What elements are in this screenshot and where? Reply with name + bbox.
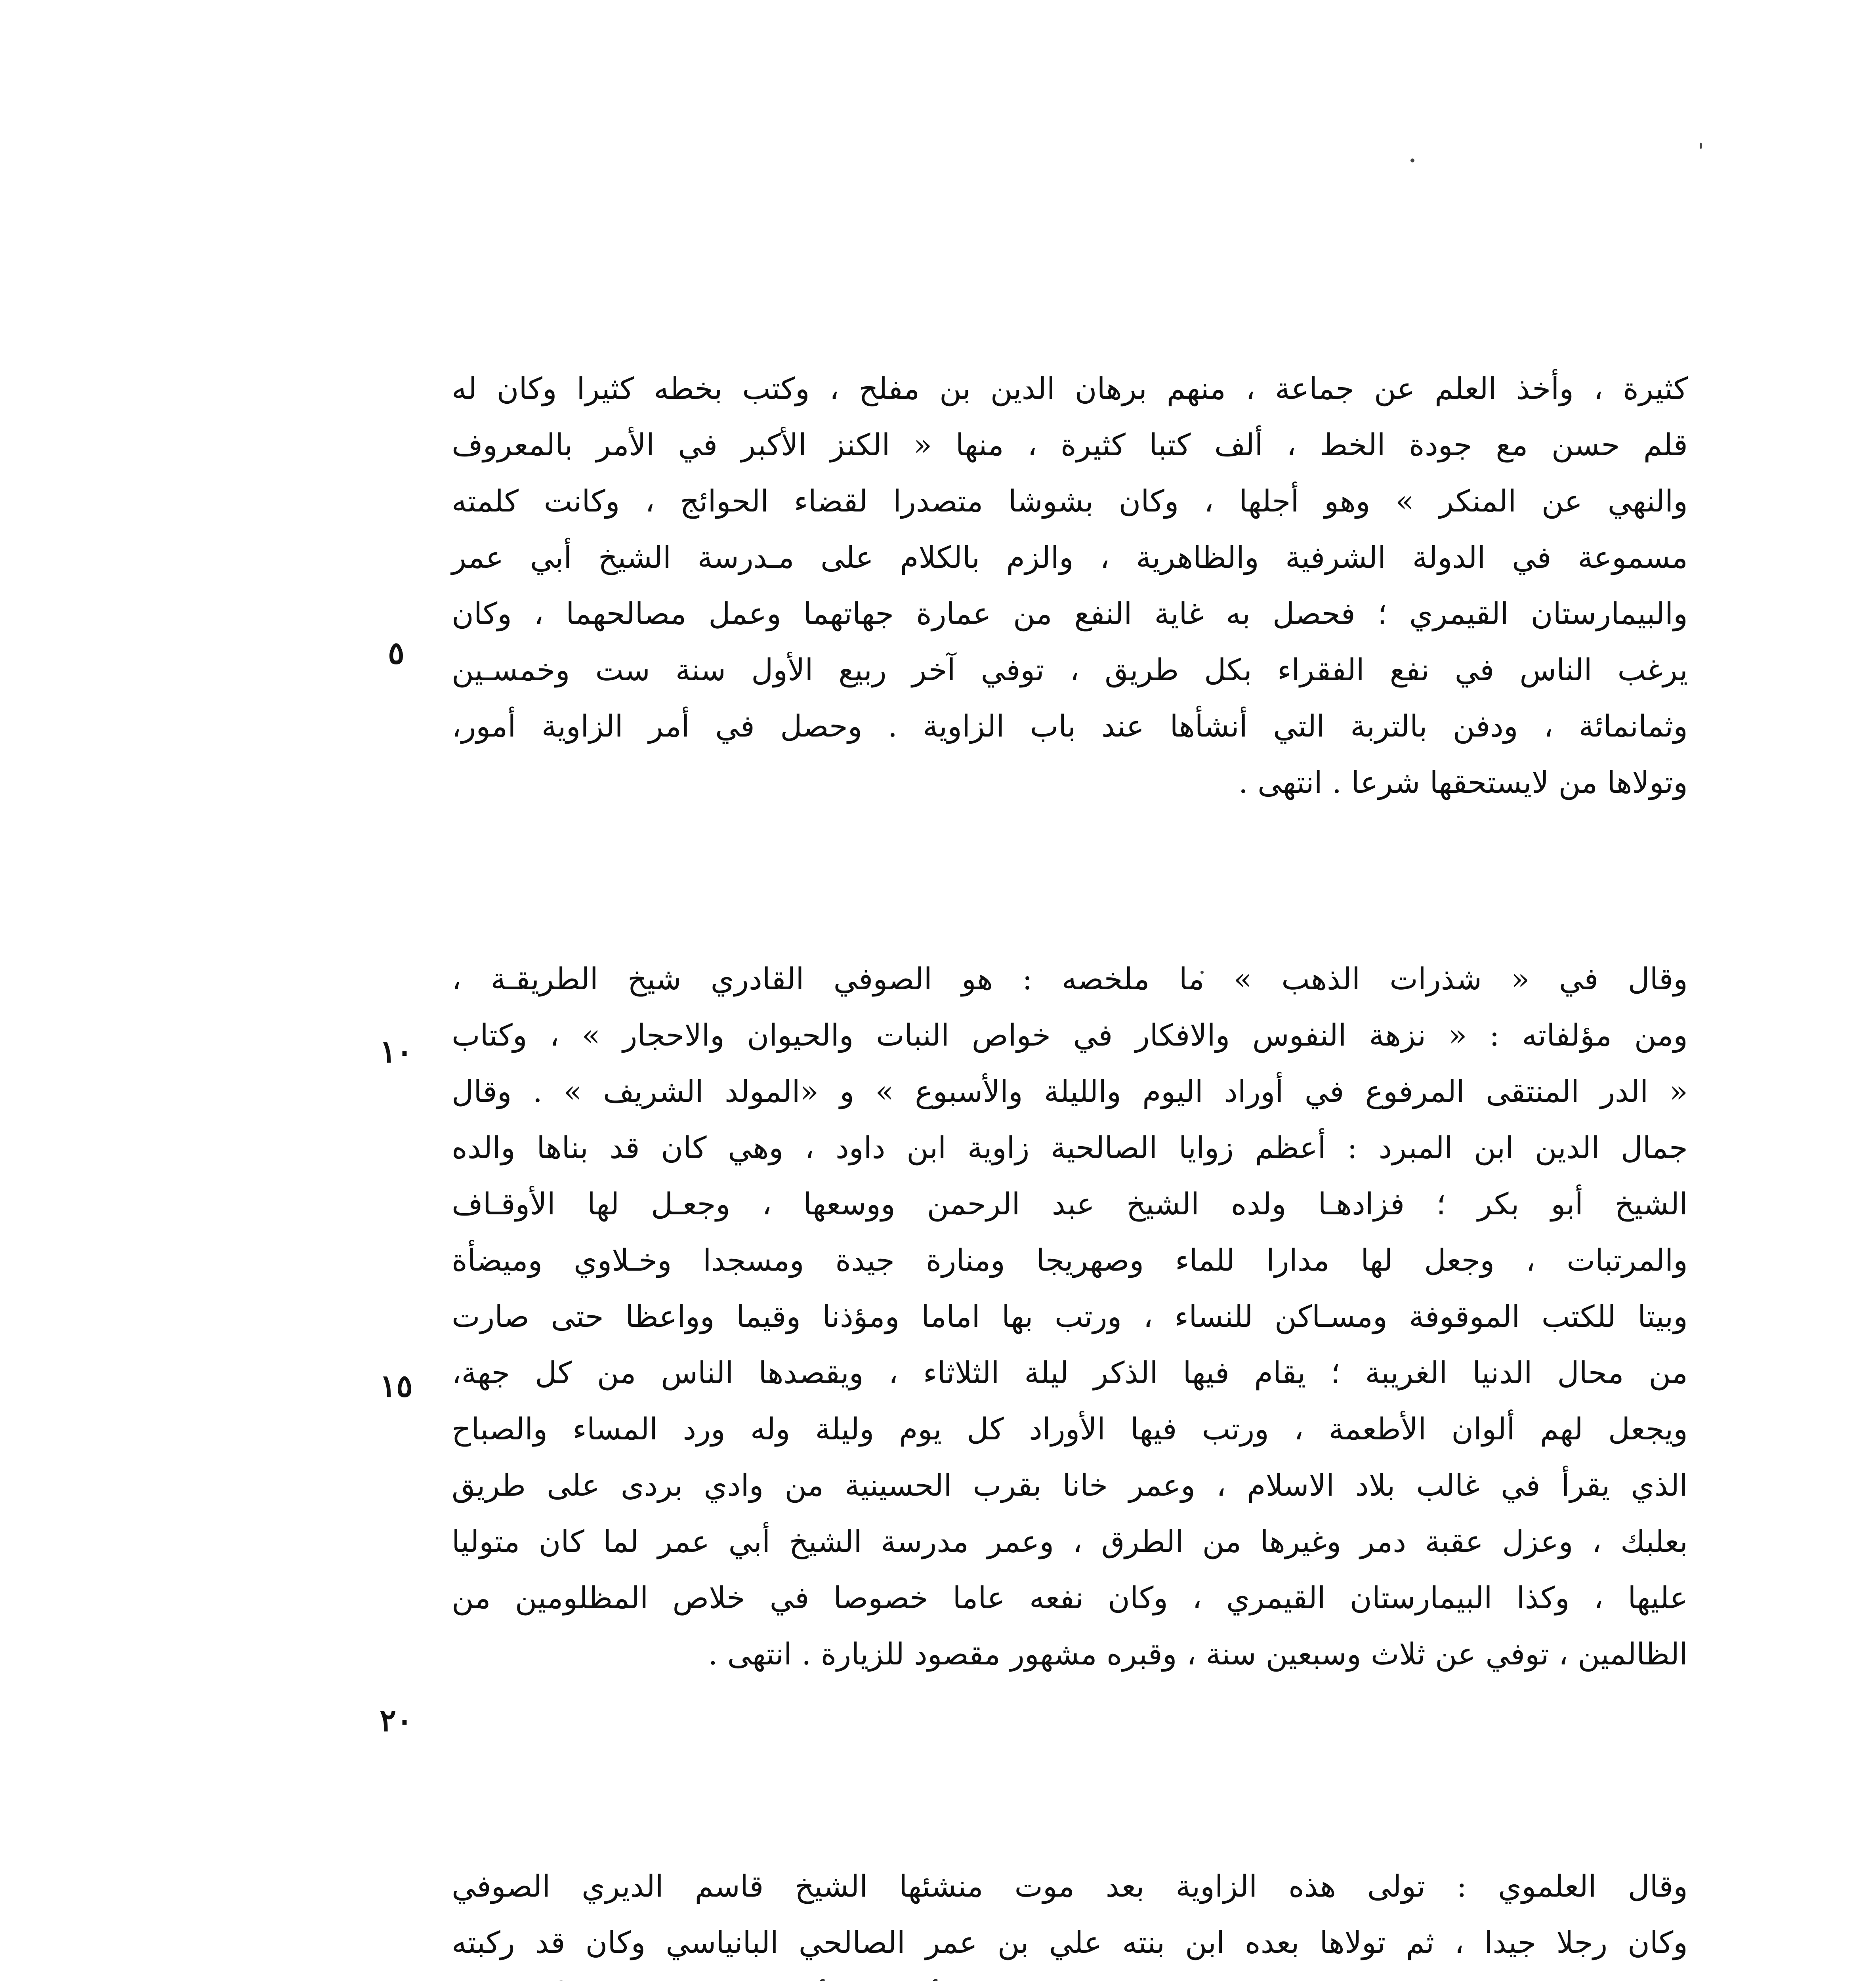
text-line: كثيرة ، وأخذ العلم عن جماعة ، منهم برهان الدين بن مفلح ، وكتب بخطه كثيرا وكان له	[452, 371, 1688, 406]
text-line: والنهي عن المنكر » وهو أجلها ، وكان بشوشا متصدرا لقضاء الحوائج ، وكانت كلمته	[452, 483, 1688, 519]
text-line: الظالمين ، توفي عن ثلاث وسبعين سنة ، وقبره مشهور مقصود للزيارة . انتهى .	[708, 1636, 1688, 1672]
line-number-marker: ٥	[388, 635, 405, 671]
text-line: « الدر المنتقى المرفوع في أوراد اليوم والليلة والأسبوع » و «المولد الشريف » . وقال	[452, 1074, 1688, 1109]
text-line: مسموعة في الدولة الشرفية والظاهرية ، والزم بالكلام على مـدرسة الشيخ أبي عمر	[452, 540, 1688, 575]
text-line: وقال في « شذرات الذهب » ما ملخصه : هو الصوفي القادري شيخ الطريقـة ،	[452, 961, 1688, 996]
text-line: وقال العلموي : تولى هذه الزاوية بعد موت منشئها الشيخ قاسم الديري الصوفي	[452, 1868, 1688, 1904]
text-line: ويجعل لهم ألوان الأطعمة ، ورتب فيها الأوراد كل يوم وليلة وله ورد المساء والصباح	[452, 1411, 1688, 1447]
text-line: الذي يقرأ في غالب بلاد الاسلام ، وعمر خانا بقرب الحسينية من وادي بردى على طريق	[452, 1468, 1688, 1503]
ink-speck	[1700, 143, 1702, 149]
ink-speck	[1410, 158, 1414, 162]
paragraph-2	[452, 951, 1688, 1682]
text-line	[452, 1971, 1688, 1981]
text-line: جمال الدين ابن المبرد : أعظم زوايا الصالحية زاوية ابن داود ، وهي كان قد بناها والده	[452, 1130, 1688, 1165]
text-line: من محال الدنيا الغريبة ؛ يقام فيها الذكر ليلة الثلاثاء ، ويقصدها الناس من كل جهة،	[452, 1355, 1688, 1390]
text-line: قلم حسن مع جودة الخط ، ألف كتبا كثيرة ، منها « الكنز الأكبر في الأمر بالمعروف	[452, 427, 1688, 462]
text-line: بعلبك ، وعزل عقبة دمر وغيرها من الطرق ، وعمر مدرسة الشيخ أبي عمر لما كان متوليا	[452, 1524, 1688, 1559]
text-line: وثمانمائة ، ودفن بالتربة التي أنشأها عند باب الزاوية . وحصل في أمر الزاوية أمور،	[452, 708, 1688, 744]
paragraph-3	[452, 1858, 1688, 1981]
text-line: ومن مؤلفاته : « نزهة النفوس والافكار في خواص النبات والحيوان والاحجار » ، وكتاب	[452, 1017, 1688, 1053]
text-line: وكان رجلا جيدا ، ثم تولاها بعده ابن بنته علي بن عمر الصالحي البانياسي وكان قد ركبته	[452, 1925, 1688, 1960]
text-line: يرغب الناس في نفع الفقراء بكل طريق ، توفي آخر ربيع الأول سنة ست وخمسـين	[452, 652, 1688, 687]
text-line: عليها ، وكذا البيمارستان القيمري ، وكان نفعه عاما خصوصا في خلاص المظلومين من	[452, 1580, 1688, 1615]
text-line: وتولاها من لايستحقها شرعا . انتهى .	[1238, 765, 1688, 800]
text-line: والمرتبات ، وجعل لها مدارا للماء وصهريجا ومنارة جيدة ومسجدا وخـلاوي وميضأة	[452, 1242, 1688, 1278]
text-line: وبيتا للكتب الموقوفة ومسـاكن للنساء ، ورتب بها اماما ومؤذنا وقيما وواعظا حتى صارت	[452, 1299, 1688, 1334]
line-number-marker: ٢٠	[380, 1702, 413, 1739]
text-line: الشيخ أبو بكر ؛ فزادهـا ولده الشيخ عبد الرحمن ووسعها ، وجعـل لها الأوقـاف	[452, 1186, 1688, 1221]
paragraph-1	[452, 361, 1688, 811]
line-number-marker: ١٥	[380, 1368, 413, 1404]
line-number-marker: ١٠	[380, 1034, 413, 1070]
text-line: والبيمارستان القيمري ؛ فحصل به غاية النفع من عمارة جهاتهما وعمل مصالحهما ، وكان	[452, 596, 1688, 631]
